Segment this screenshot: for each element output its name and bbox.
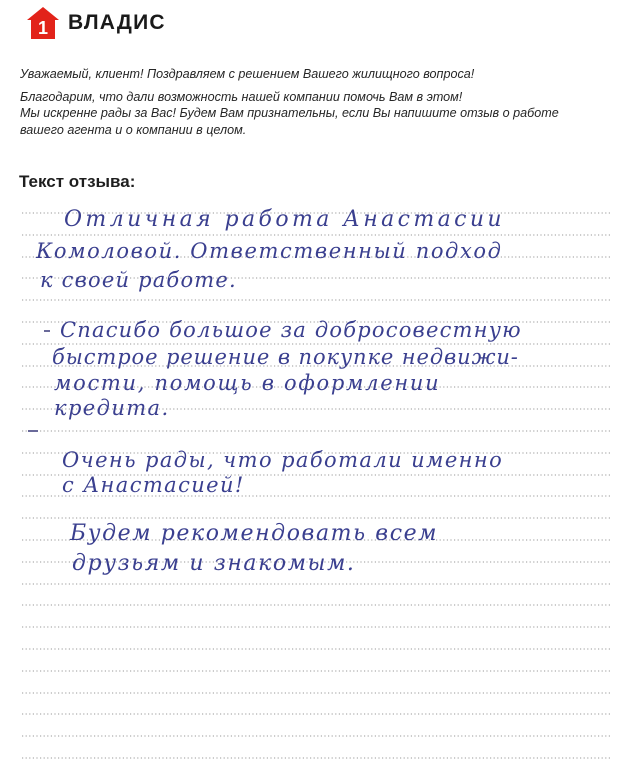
handwritten-line: с Анастасией! [62,473,245,497]
handwritten-line: Комоловой. Ответственный подход [36,239,503,263]
handwritten-line: кредита. [54,396,170,420]
margin-dash-mark [44,330,50,332]
thanks-line-2: Мы искренне рады за Вас! Будем Вам признательны, если Вы напишите отзыв о работе [20,106,559,120]
review-heading: Текст отзыва: [19,172,136,191]
handwritten-line: друзьям и знакомым. [72,551,356,576]
handwritten-line: Спасибо большое за добросовестную [60,318,522,342]
greeting-text: Уважаемый, клиент! Поздравляем с решением Вашего жилищного вопроса! [20,67,475,81]
handwritten-line: Очень рады, что работали именно [62,448,504,472]
handwritten-line: к своей работе. [40,268,237,292]
margin-dash-mark [28,430,38,432]
handwritten-line: Отличная работа Анастасии [64,207,505,232]
brand-name: ВЛАДИС [68,11,166,34]
thanks-line-3: вашего агента и о компании в целом. [20,122,247,137]
handwritten-line: быстрое решение в покупке недвижи- [52,345,519,369]
svg-text:1: 1 [37,18,49,38]
thanks-line-1: Благодарим, что дали возможность нашей компании помочь Вам в этом! [20,89,463,104]
handwritten-line: Будем рекомендовать всем [70,521,439,546]
handwritten-line: мости, помощь в оформлении [54,371,441,395]
